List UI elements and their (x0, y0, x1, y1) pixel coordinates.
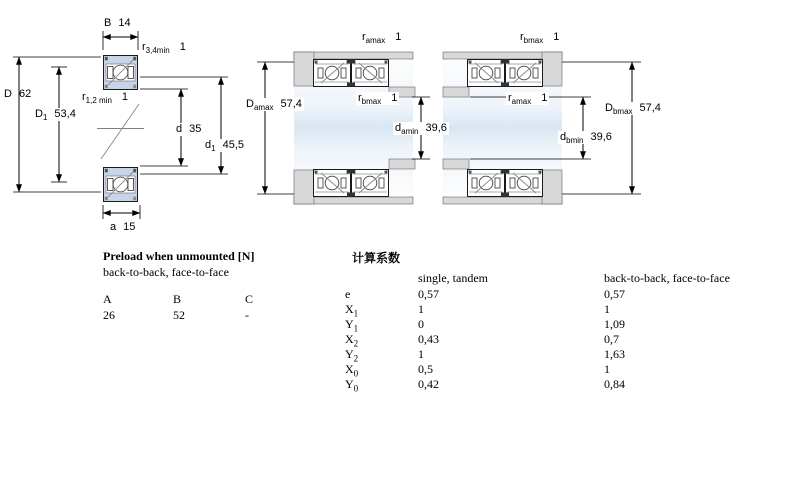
factor-label-e: e (345, 287, 351, 301)
factor-single-Y0: 0,42 (418, 377, 439, 391)
preload-col-header-C: C (245, 292, 254, 306)
preload-col-header-B: B (173, 292, 182, 306)
dim-label-d1: $d_1$ 45,5 (205, 139, 244, 154)
factor-paired-X2: 0,7 (604, 332, 619, 346)
factor-paired-Y2: 1,63 (604, 347, 625, 361)
factor-label-X1: $X_1$ (345, 302, 359, 319)
dim-label-a: a 15 (110, 221, 136, 233)
dim-label-dbmin: $d_{bmin}$ 39,6 (560, 131, 612, 146)
factor-label-Y0: $Y_0$ (345, 377, 359, 394)
factors-col2-header: back-to-back, face-to-face (604, 271, 730, 285)
dim-label-rbmax-right: $r_{bmax}$ 1 (520, 31, 560, 46)
factor-paired-X0: 1 (604, 362, 610, 376)
factors-table-title: 计算系数 (352, 251, 401, 265)
preload-col-header-A: A (103, 292, 112, 306)
dim-label-r12min: $r_{1,2 min}$ 1 (82, 91, 129, 106)
factor-single-e: 0,57 (418, 287, 439, 301)
factor-paired-X1: 1 (604, 302, 610, 316)
dim-label-r34min: $r_{3,4min}$ 1 (142, 41, 186, 56)
dim-label-Dbmax: $D_{bmax}$ 57,4 (605, 102, 661, 117)
preload-table-title: Preload when unmounted [N] (103, 249, 255, 263)
dim-label-D1: $D_1$ 53,4 (35, 108, 76, 123)
preload-table-subtitle: back-to-back, face-to-face (103, 265, 229, 279)
factor-single-X1: 1 (418, 302, 424, 316)
right-arrangement-drawing (443, 52, 641, 204)
dim-label-rbmax-mid: $r_{bmax}$ 1 (358, 92, 398, 107)
factors-col1-header: single, tandem (418, 271, 488, 285)
dim-label-ramax-right: $r_{amax}$ 1 (508, 92, 548, 107)
preload-value-C: - (245, 308, 249, 322)
factor-single-Y1: 0 (418, 317, 424, 331)
factor-label-X2: $X_2$ (345, 332, 359, 349)
factor-label-X0: $X_0$ (345, 362, 359, 379)
factor-paired-Y1: 1,09 (604, 317, 625, 331)
factor-label-Y1: $Y_1$ (345, 317, 359, 334)
factor-label-Y2: $Y_2$ (345, 347, 359, 364)
factor-single-X2: 0,43 (418, 332, 439, 346)
preload-value-A: 26 (103, 308, 115, 322)
dim-label-d: d 35 (176, 123, 202, 135)
preload-value-B: 52 (173, 308, 185, 322)
factor-single-Y2: 1 (418, 347, 424, 361)
dim-label-damin: $d_{amin}$ 39,6 (395, 122, 447, 137)
dim-label-Damax: $D_{amax}$ 57,4 (246, 98, 302, 113)
factor-paired-Y0: 0,84 (604, 377, 625, 391)
dim-label-B: B 14 (104, 17, 131, 29)
factor-single-X0: 0,5 (418, 362, 433, 376)
factor-paired-e: 0,57 (604, 287, 625, 301)
dim-label-ramax-mid: $r_{amax}$ 1 (362, 31, 402, 46)
dim-label-D: D 62 (4, 88, 32, 100)
